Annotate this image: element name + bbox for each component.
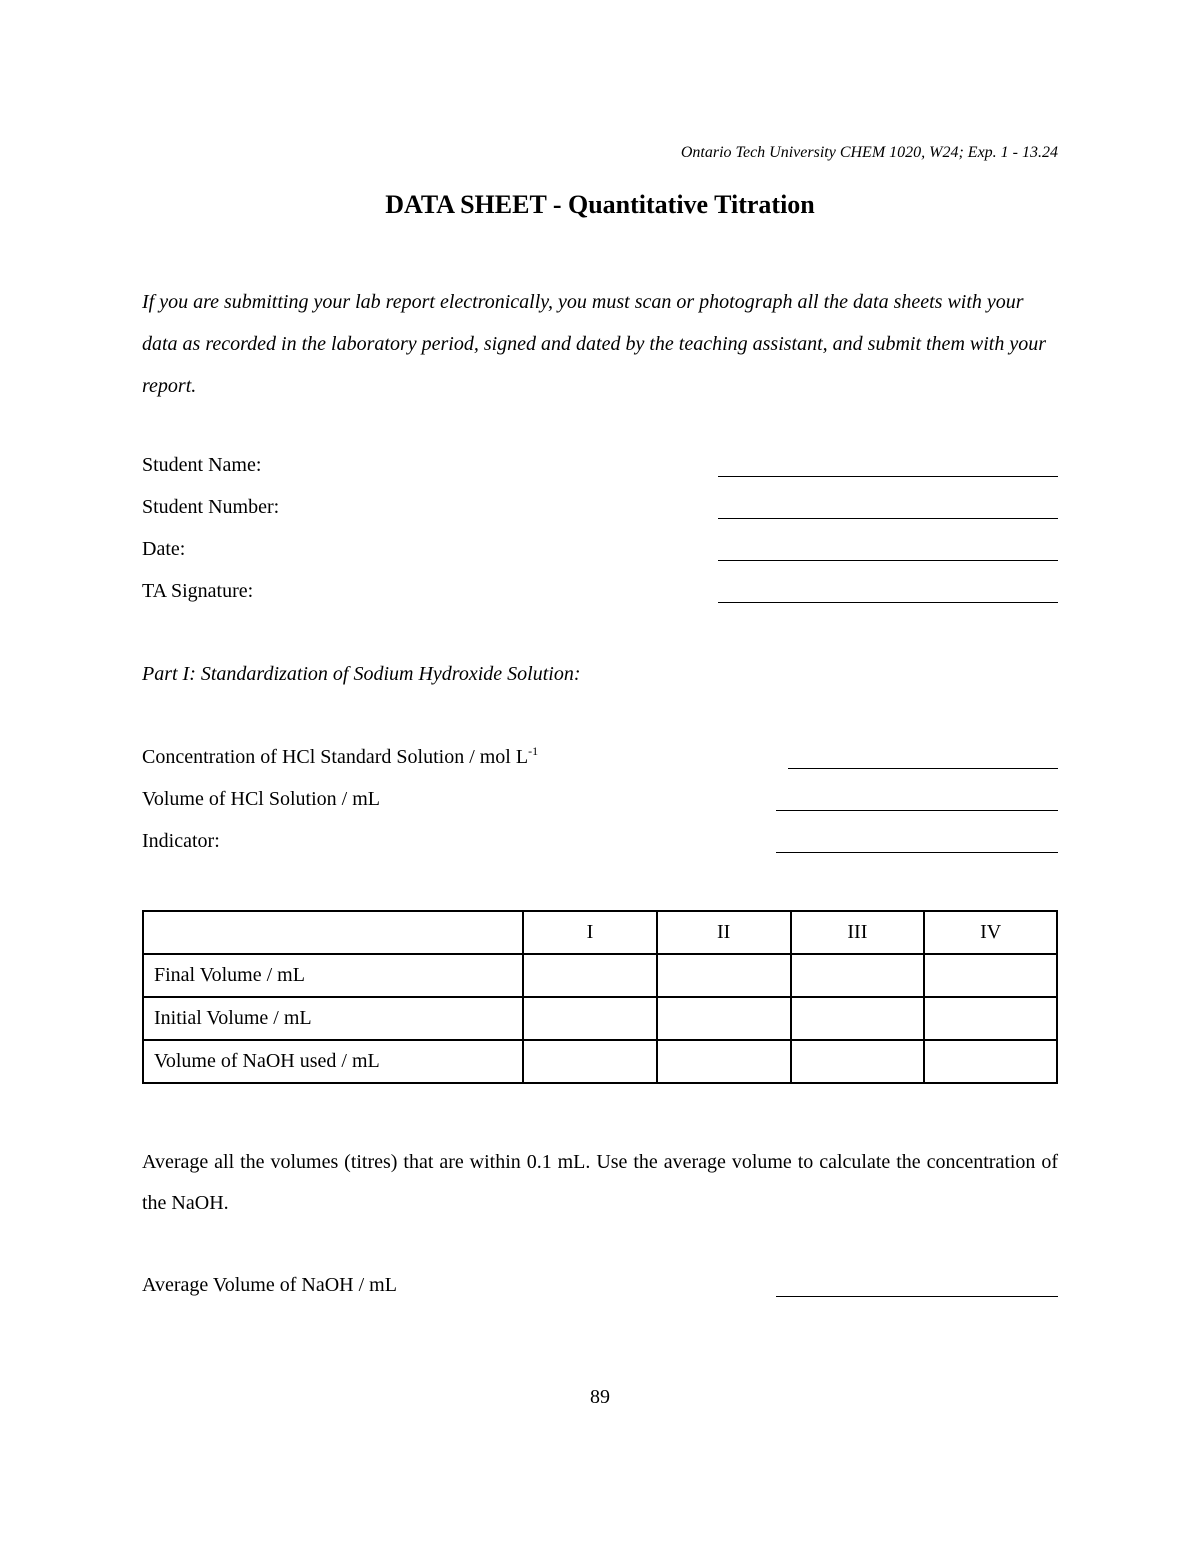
row-label-final-volume: Final Volume / mL [143,954,523,997]
row-label-initial-volume: Initial Volume / mL [143,997,523,1040]
indicator-blank[interactable] [776,852,1058,853]
student-number-blank[interactable] [718,518,1058,519]
header-cell-trial-4: IV [924,911,1057,954]
average-instructions: Average all the volumes (titres) that are within 0.1 mL. Use the average volume to calculate the concentration of the NaOH. [142,1151,1058,1214]
header-cell-trial-1: I [523,911,657,954]
student-number-field [142,496,1058,526]
hcl-volume-label: Volume of HCl Solution / mL [142,788,380,810]
average-volume-blank[interactable] [776,1296,1058,1297]
input-cell[interactable] [523,1040,657,1083]
date-label: Date: [142,538,186,560]
date-blank[interactable] [718,560,1058,561]
student-number-label: Student Number: [142,496,280,518]
indicator-label: Indicator: [142,830,220,852]
table-row [143,997,1057,1040]
course-header: Ontario Tech University CHEM 1020, W24; Exp. 1 - 13.24 [680,144,1058,161]
input-cell[interactable] [791,954,925,997]
part1-heading: Part I: Standardization of Sodium Hydroxide Solution: [142,663,581,685]
input-cell[interactable] [523,997,657,1040]
input-cell[interactable] [657,1040,791,1083]
ta-signature-field [142,580,1058,610]
hcl-volume-blank[interactable] [776,810,1058,811]
student-name-field [142,454,1058,484]
ta-signature-blank[interactable] [718,602,1058,603]
table-row [143,1040,1057,1083]
header-cell-trial-3: III [791,911,925,954]
average-volume-field [142,1274,1058,1304]
intro-instructions: If you are submitting your lab report electronically, you must scan or photograph all the data sheets with your data as recorded in the laboratory period, signed and dated by the teaching assistant, and submit them with your report. [142,291,1046,397]
student-name-blank[interactable] [718,476,1058,477]
input-cell[interactable] [657,997,791,1040]
average-volume-label: Average Volume of NaOH / mL [142,1274,397,1296]
row-label-naoh-used: Volume of NaOH used / mL [143,1040,523,1083]
hcl-concentration-field [142,746,1058,776]
page-number: 89 [590,1386,610,1408]
table-row [143,954,1057,997]
input-cell[interactable] [924,997,1057,1040]
input-cell[interactable] [791,997,925,1040]
unit-superscript: -1 [528,744,539,758]
table-header-row [143,911,1057,954]
hcl-concentration-label: Concentration of HCl Standard Solution / mol $L^{-1}$ [142,744,539,768]
hcl-volume-field [142,788,1058,818]
student-name-label: Student Name: [142,454,262,476]
input-cell[interactable] [924,954,1057,997]
date-field [142,538,1058,568]
header-cell-trial-2: II [657,911,791,954]
header-cell-blank [143,911,523,954]
titration-table [142,910,1058,1084]
indicator-field [142,830,1058,860]
page-title: DATA SHEET - Quantitative Titration [385,190,815,219]
input-cell[interactable] [791,1040,925,1083]
input-cell[interactable] [523,954,657,997]
input-cell[interactable] [924,1040,1057,1083]
ta-signature-label: TA Signature: [142,580,254,602]
hcl-concentration-blank[interactable] [788,768,1058,769]
input-cell[interactable] [657,954,791,997]
